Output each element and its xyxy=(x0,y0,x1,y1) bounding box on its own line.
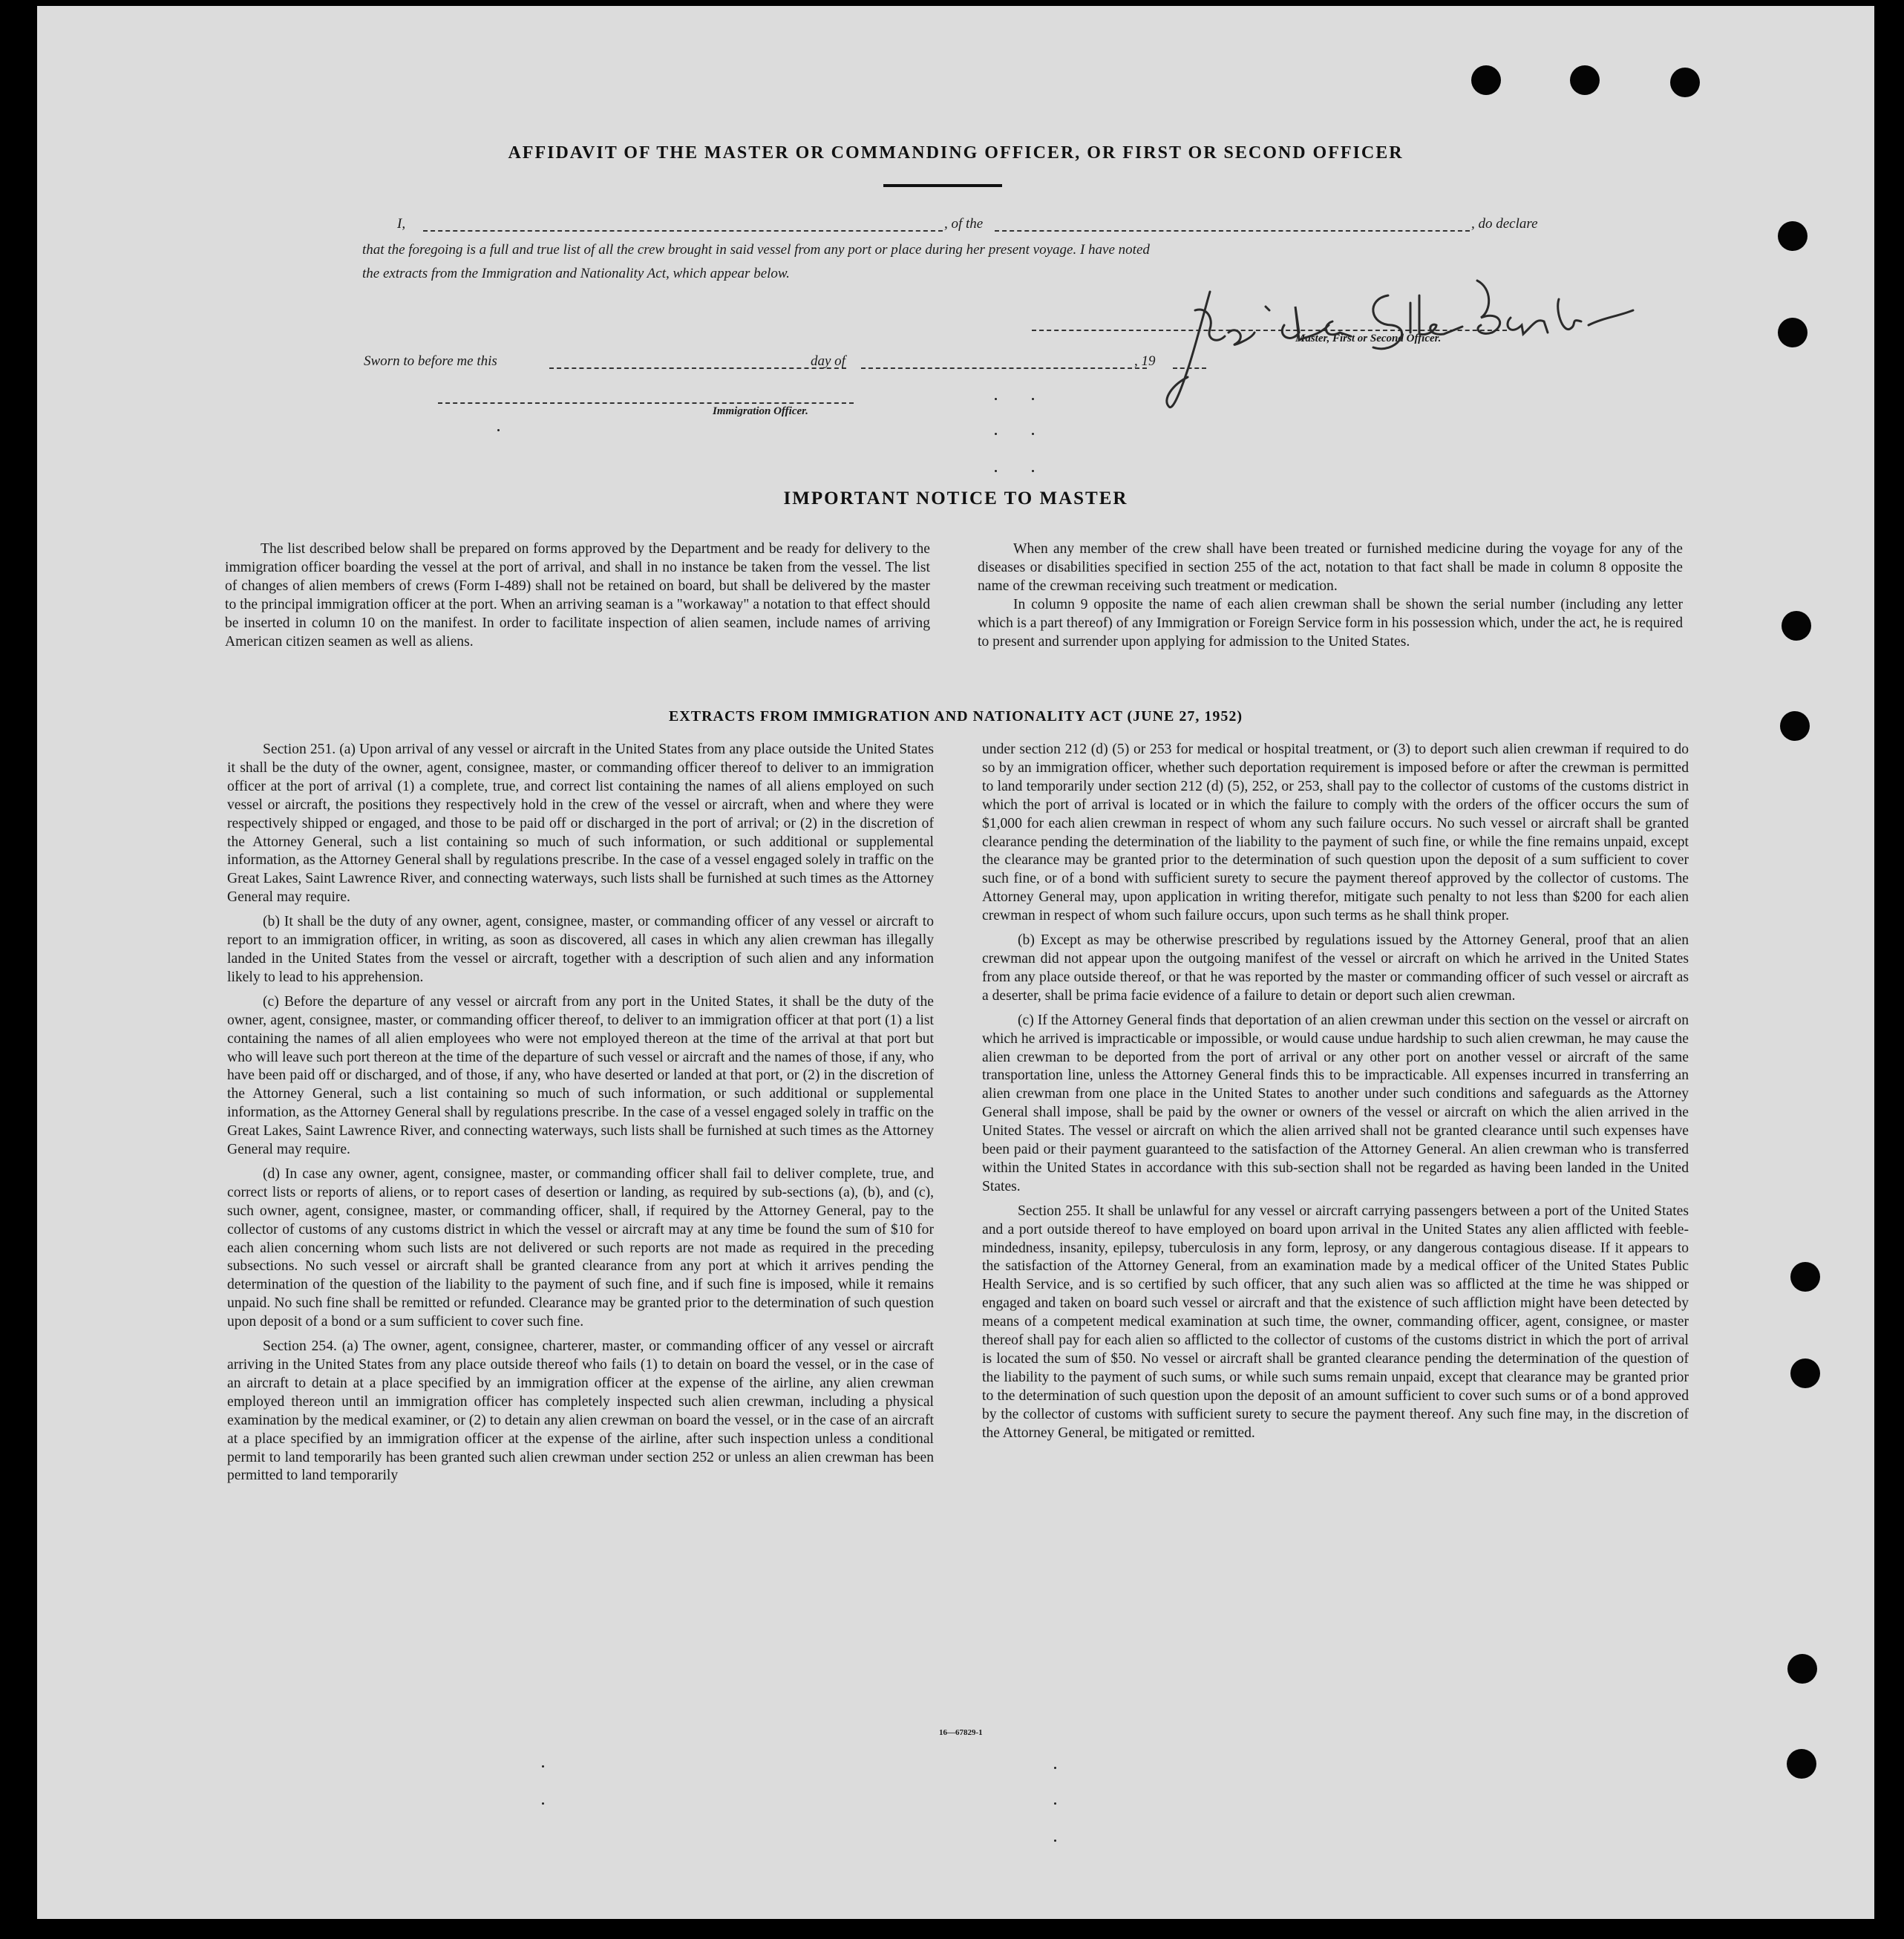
extracts-title: EXTRACTS FROM IMMIGRATION AND NATIONALITY ACT (JUNE 27, 1952) xyxy=(668,708,1243,725)
sworn-day-line[interactable] xyxy=(549,367,846,369)
extract-paragraph: (b) Except as may be otherwise prescribed by regulations issued by the Attorney General, proof that an alien crewman did not appear upon the outgoing manifest of the vessel or aircraft on which he arrived in the United States from any place outside thereof, or that he was reported by the master or commanding officer of such vessel or aircraft as a deserter, shall be prima facie evidence of a failure to detain or deport such alien crewman. xyxy=(982,932,1689,1004)
extract-paragraph: (c) If the Attorney General finds that deportation of an alien crewman under this section on the vessel or aircraft on which he arrived is impracticable or impossible, or would cause undue hardship to such alien crewman, he may cause the alien crewman to be deported from the port of arrival or any other port on another vessel or aircraft of the same transportation line, unless the Attorney General finds this to be impracticable. All expenses incurred in transferring an alien crewman from one place in the United States to another under such conditions and safeguards as the Attorney General shall impose, shall be paid by the owner or owners of the vessel or aircraft on which the alien arrived in the United States. The vessel or aircraft on which the alien arrived shall not be granted clearance until such expenses have been paid or their payment guaranteed to the satisfaction of the Attorney General. An alien crewman who is transferred within the United States in accordance with this sub-section shall not be regarded as having been landed in the United States. xyxy=(982,1012,1689,1194)
notice-right-paragraph: In column 9 opposite the name of each alien crewman shall be shown the serial number (including any letter which is a part thereof) of any Immigration or Foreign Service form in his possession which, under the act, he is required to present and surrender upon applying for admission to the United States. xyxy=(978,596,1683,650)
punch-hole xyxy=(1670,68,1700,97)
stray-dot xyxy=(1032,398,1034,400)
immigration-officer-line[interactable] xyxy=(438,402,854,404)
document-page xyxy=(37,6,1874,1919)
name-field-line[interactable] xyxy=(423,230,943,232)
notice-left-column xyxy=(225,540,930,657)
stray-dot xyxy=(995,470,997,472)
notice-title: IMPORTANT NOTICE TO MASTER xyxy=(783,488,1128,509)
affidavit-title: AFFIDAVIT OF THE MASTER OR COMMANDING OFFICER, OR FIRST OR SECOND OFFICER xyxy=(508,143,1404,163)
stray-dot xyxy=(995,398,997,400)
extract-paragraph: Section 255. It shall be unlawful for any vessel or aircraft carrying passengers between a port of the United States and a port outside thereof to have employed on board upon arrival in the United States any alien afflicted with feeble-mindedness, insanity, epilepsy, tuberculosis in any form, leprosy, or any dangerous contagious disease. If it appears to the satisfaction of the Attorney General, from an examination made by a medical officer of the United States Public Health Service, and is so certified by such officer, that any such alien was so afflicted at the time he was shipped or engaged and taken on board such vessel or aircraft and that the existence of such affliction might have been detected by means of a competent medical examination at such time, the owner, commanding officer, agent, consignee, or master thereof shall pay for each alien so afflicted to the collector of customs of the customs district in which the port of arrival is located the sum of $50. No vessel or aircraft shall be granted clearance pending the determination of the question of the liability to the payment of such sums, or while such sums remain unpaid, except that clearance may be granted prior to the determination of such question upon the deposit of an amount sufficient to cover such sums or of a bond approved by the collector of customs with sufficient surety to secure the payment thereof. Any such fine may, in the discretion of the Attorney General, be mitigated or remitted. xyxy=(982,1203,1689,1441)
day-of-label: day of xyxy=(811,353,845,369)
stray-dot xyxy=(1032,433,1034,435)
stray-dot xyxy=(1054,1840,1056,1842)
extract-paragraph: under section 212 (d) (5) or 253 for medical or hospital treatment, or (3) to deport such alien crewman if required to do so by an immigration officer, whether such deportation requirement is imposed before or after the crewman is permitted to land temporarily under section 212 (d) (5), 252, or 253, shall pay to the collector of customs of the customs district in which the port of arrival is located or in which the failure to comply with the orders of the officer occurs the sum of $1,000 for each alien crewman in respect of whom any such failure occurs. No such vessel or aircraft shall be granted clearance pending the determination of the liability to the payment of such fine, or while the fine remains unpaid, except the clearance may be granted prior to the determination of such question upon the deposit of a sum sufficient to cover such fine, or of a bond with sufficient surety to secure the payment thereof approved by the collector of customs. The Attorney General may, upon application in writing therefor, mitigate such penalty to not less than $200 for each alien crewman in respect of whom such failure occurs, upon such terms as he shall think proper. xyxy=(982,742,1689,924)
punch-hole xyxy=(1787,1654,1817,1684)
form-number: 16—67829-1 xyxy=(939,1728,983,1737)
year-line[interactable] xyxy=(1173,367,1206,369)
immigration-officer-label: Immigration Officer. xyxy=(713,405,808,417)
stray-dot xyxy=(1054,1767,1056,1769)
month-line[interactable] xyxy=(861,367,1147,369)
punch-hole xyxy=(1782,611,1811,641)
notice-right-column xyxy=(978,540,1683,657)
notice-left-paragraph: The list described below shall be prepared on forms approved by the Department and be ready for delivery to the immigration officer boarding the vessel at the port of arrival, and shall in no instance be taken from the vessel. The list of changes of alien members of crews (Form I-489) shall not be retained on board, but shall be delivered by the master to the principal immigration officer at the port. When an arriving seaman is a "workaway" a notation to that effect should be inserted in column 10 on the manifest. In order to facilitate inspection of alien seamen, include names of arriving American citizen seamen as well as aliens. xyxy=(225,541,930,650)
punch-hole xyxy=(1787,1749,1816,1779)
notice-right-paragraph: When any member of the crew shall have been treated or furnished medicine during the voyage for any of the diseases or disabilities specified in section 255 of the act, notation to that fact shall be made in column 8 opposite the name of the crewman receiving such treatment or medication. xyxy=(978,541,1683,594)
stray-dot xyxy=(995,433,997,435)
vessel-field-line[interactable] xyxy=(995,230,1470,232)
year-label: , 19 xyxy=(1134,353,1156,369)
do-declare-label: , do declare xyxy=(1471,216,1538,232)
extract-paragraph: (b) It shall be the duty of any owner, agent, consignee, master, or commanding officer of any vessel or aircraft to report to an immigration officer, in writing, as soon as discovered, all cases in which any alien crewman has illegally landed in the United States from the vessel or aircraft, together with a description of such alien and any information likely to lead to his apprehension. xyxy=(227,914,934,985)
of-the-label: , of the xyxy=(944,216,984,232)
punch-hole xyxy=(1471,65,1501,95)
stray-dot xyxy=(1032,470,1034,472)
i-label: I, xyxy=(397,216,406,232)
extract-paragraph: Section 254. (a) The owner, agent, consignee, charterer, master, or commanding officer of any vessel or aircraft arriving in the United States from any place outside thereof who fails (1) to detain on board the vessel, or in the case of an aircraft to detain at a place specified by an immigration officer at the expense of the airline, any alien crewman employed thereon until an immigration officer has completely inspected such alien crewman, including a physical examination by the medical examiner, or (2) to detain any alien crewman on board the vessel, or in the case of an aircraft at a place specified by an immigration officer at the expense of the airline, after such inspection unless a conditional permit to land temporarily has been granted such alien crewman under section 252 or unless an alien crewman has been permitted to land temporarily xyxy=(227,1338,934,1484)
punch-hole xyxy=(1778,221,1808,251)
stray-dot xyxy=(497,429,500,431)
extract-paragraph: (c) Before the departure of any vessel or aircraft from any port in the United States, it shall be the duty of the owner, agent, consignee, master, or commanding officer thereof, to deliver to an immigration officer at that port (1) a list containing the names of all alien employees who were not employed thereon at the time of the arrival at that port but who will leave such port thereon at the time of the departure of such vessel or aircraft and the names of those, if any, who have been paid off or discharged, and of those, if any, who have deserted or landed at that port, or (2) in the discretion of the Attorney General, such a list containing so much of such information, or such additional or supplemental information, as the Attorney General shall by regulations prescribe. In the case of a vessel engaged solely in traffic on the Great Lakes, Saint Lawrence River, and connecting waterways, such lists shall be furnished at such times as the Attorney General may require. xyxy=(227,993,934,1158)
punch-hole xyxy=(1570,65,1600,95)
extracts-right-column xyxy=(982,741,1689,1449)
extract-paragraph: Section 251. (a) Upon arrival of any vessel or aircraft in the United States from any place outside the United States it shall be the duty of the owner, agent, consignee, master, or commanding officer thereof to deliver to an immigration officer at the port of arrival (1) a complete, true, and correct list containing the names of all aliens employed on such vessel or aircraft, the positions they respectively hold in the crew of the vessel or aircraft, when and where they were respectively shipped or engaged, and those to be paid off or discharged in the port of arrival; or (2) in the discretion of the Attorney General, such a list containing so much of such information, or such additional or supplemental information, as the Attorney General shall by regulations prescribe. In the case of a vessel engaged solely in traffic on the Great Lakes, Saint Lawrence River, and connecting waterways, such lists shall be furnished at such times as the Attorney General may require. xyxy=(227,742,934,906)
declaration-line-2: the extracts from the Immigration and Nationality Act, which appear below. xyxy=(362,266,790,281)
extracts-left-column xyxy=(227,741,934,1491)
declaration-line-1: that the foregoing is a full and true list of all the crew brought in said vessel from any port or place during her present voyage. I have noted xyxy=(362,242,1150,258)
handwritten-signature xyxy=(1143,266,1707,414)
punch-hole xyxy=(1778,318,1808,347)
stray-dot xyxy=(542,1802,544,1805)
stray-dot xyxy=(542,1765,544,1768)
sworn-label: Sworn to before me this xyxy=(364,353,497,369)
stray-dot xyxy=(1054,1802,1056,1805)
title-rule xyxy=(883,184,1002,187)
punch-hole xyxy=(1790,1358,1820,1388)
extract-paragraph: (d) In case any owner, agent, consignee, master, or commanding officer shall fail to deliver complete, true, and correct lists or reports of aliens, or to report cases of desertion or landing, as required by sub-sections (a), (b), and (c), such owner, agent, consignee, master, or commanding officer, shall, if required by the Attorney General, pay to the collector of customs of any customs district in which the vessel or aircraft may at any time be found the sum of $10 for each alien concerning whom such lists are not delivered or such reports are not made as required in the preceding subsections. No such vessel or aircraft shall be granted clearance from any port at which it arrives pending the determination of the question of the liability to the payment of such fine, and if such fine is imposed, while it remains unpaid. No such fine shall be remitted or refunded. Clearance may be granted prior to the determination of such question upon deposit of a bond or a sum sufficient to cover such fine. xyxy=(227,1165,934,1330)
master-label: Master, First or Second Officer. xyxy=(1295,333,1442,344)
punch-hole xyxy=(1790,1262,1820,1292)
